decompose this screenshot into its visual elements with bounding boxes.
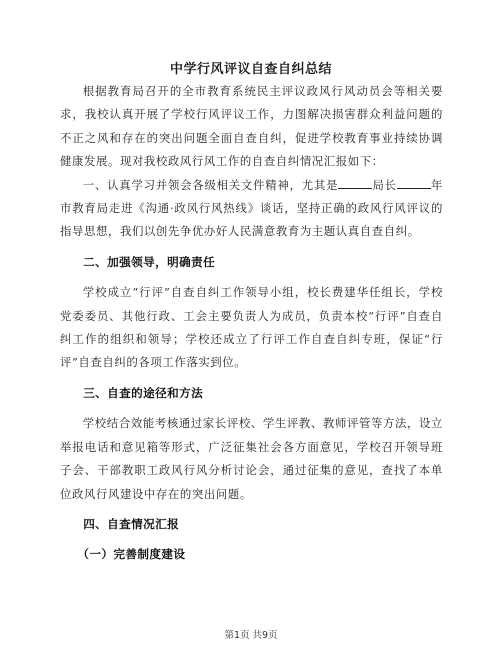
section-1-paragraph [60,174,443,244]
section-1-text-start: 一、认真学习并领会各级相关文件精神，尤其是 [82,177,339,192]
section-2-paragraph: 学校成立“行评”自查自纠工作领导小组，校长费建华任组长，学校党委委员、其他行政、工会主要负责人为成员，负责本校“行评”自查自纠工作的组织和领导；学校还成立了行评工作自查自纠专班，保证“行评”自查自纠的各项工作落实到位。 [60,285,443,370]
page-number: 第1页 共9页 [224,630,278,641]
section-4-heading: 四、自查情况汇报 [83,516,180,531]
section-3-paragraph: 学校结合效能考核通过家长评校、学生评教、教师评管等方法，设立举报电话和意见箱等形式，广泛征集社会各方面意见，学校召开领导班子会、干部教职工政风行风分析讨论会，通过征集的意见，查找了本单位政风行风建设中存在的突出问题。 [60,416,443,501]
document-title: 中学行风评议自查自纠总结 [169,62,332,77]
section-1-text-end: 年市教育局走进《沟通·政风行风热线》谈话，坚持正确的政风行风评议的指导思想，我们以创先争优办好人民满意教育为主题认真自查自纠。 [60,177,443,239]
subsection-4-1-heading: （一）完善制度建设 [77,547,186,562]
section-3-heading: 三、自查的途径和方法 [83,385,204,400]
document-body [60,80,443,567]
blank-line [338,177,372,189]
intro-paragraph: 根据教育局召开的全市教育系统民主评议政风行风动员会等相关要求，我校认真开展了学校行风评议工作，力图解决损害群众利益问题的不正之风和存在的突出问题全面自查自纠，促进学校教育事业持续协调健康发展。现对我校政风行风工作的自查自纠情况汇报如下： [60,84,443,169]
section-1-text-middle: 局长 [372,177,397,192]
section-2-heading: 二、加强领导，明确责任 [83,254,216,269]
blank-line [397,177,431,189]
